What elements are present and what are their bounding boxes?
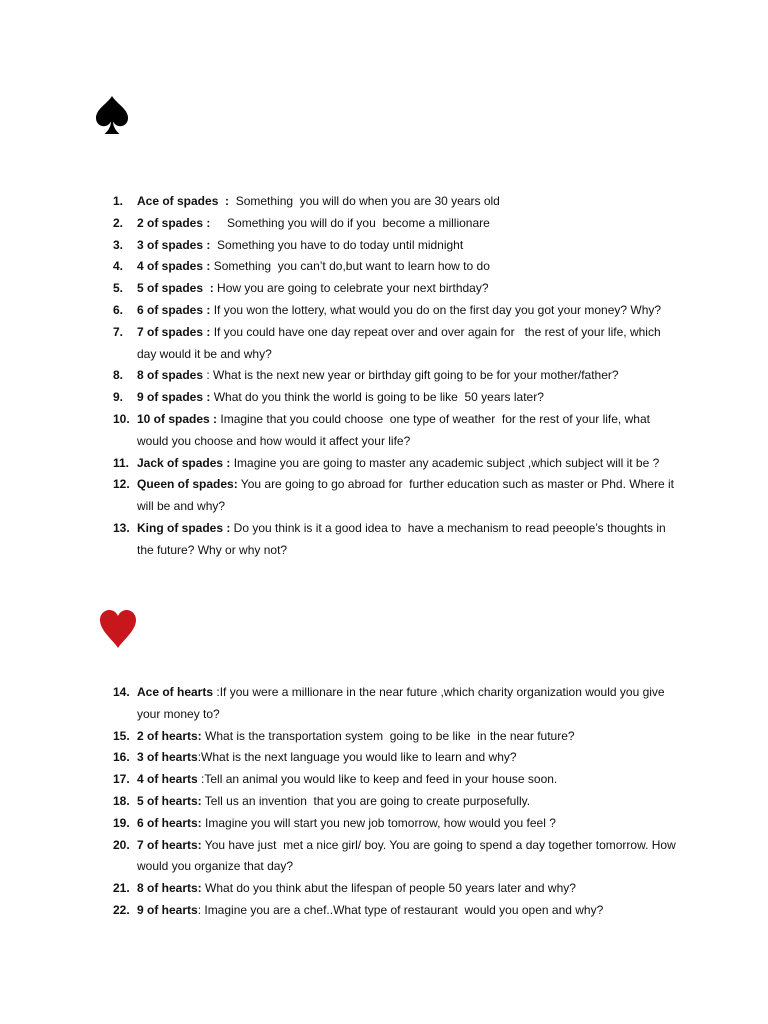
question-text: If you won the lottery, what would you do on the first day you got your money? Why? xyxy=(210,302,662,317)
list-item xyxy=(0,835,768,879)
spades-question-list xyxy=(0,191,768,562)
item-number: 14. xyxy=(113,685,130,699)
list-item xyxy=(0,213,768,235)
card-label: Jack of spades : xyxy=(137,455,231,470)
question-text: What is the transportation system going to be like in the near future? xyxy=(201,728,575,743)
list-item xyxy=(0,813,768,835)
question-text: : What is the next new year or birthday gift going to be for your mother/father? xyxy=(203,368,619,383)
card-label: 7 of hearts: xyxy=(137,837,202,852)
question-text: How you are going to celebrate your next birthday? xyxy=(213,281,489,296)
card-label: 8 of hearts: xyxy=(137,881,202,896)
card-label: Ace of hearts xyxy=(137,685,214,699)
question-text: You are going to go abroad for further education such as master or Phd. Where it will be and why? xyxy=(137,477,678,514)
card-label: 3 of hearts xyxy=(137,750,198,765)
list-item xyxy=(0,409,768,453)
question-text: You have just met a nice girl/ boy. You are going to spend a day together tomorrow. How would you organize that day? xyxy=(137,837,680,874)
question-text: Do you think is it a good idea to have a mechanism to read peeople’s thoughts in the future? Why or why not? xyxy=(137,520,670,557)
item-number: 20. xyxy=(113,837,130,852)
list-item xyxy=(0,900,768,922)
list-item xyxy=(0,518,768,562)
card-label: 4 of spades : xyxy=(137,259,211,274)
question-text: Imagine that you could choose one type of weather for the rest of your life, what would you choose and how would it affect your life? xyxy=(137,411,654,448)
item-number: 19. xyxy=(113,815,130,830)
list-item xyxy=(0,878,768,900)
item-number: 16. xyxy=(113,750,130,765)
item-number: 12. xyxy=(113,477,130,492)
list-item xyxy=(0,747,768,769)
card-label: Ace of spades : xyxy=(137,194,230,208)
hearts-question-list xyxy=(0,682,768,922)
question-text: Something you will do if you become a millionare xyxy=(210,215,490,230)
card-label: King of spades : xyxy=(137,520,231,535)
item-number: 18. xyxy=(113,793,130,808)
card-label: 2 of spades : xyxy=(137,215,211,230)
list-item xyxy=(0,474,768,518)
item-number: 11. xyxy=(113,455,130,470)
item-number: 4. xyxy=(113,259,124,274)
card-label: 4 of hearts xyxy=(137,772,198,787)
item-number: 6. xyxy=(113,302,124,317)
card-label: 9 of hearts xyxy=(137,902,198,917)
list-item xyxy=(0,191,768,213)
question-text: :If you were a millionare in the near future ,which charity organization would you give your money to? xyxy=(137,685,668,721)
card-label: 6 of hearts: xyxy=(137,815,202,830)
card-label: 5 of hearts: xyxy=(137,793,202,808)
item-number: 17. xyxy=(113,772,130,787)
item-number: 22. xyxy=(113,902,130,917)
item-number: 2. xyxy=(113,215,124,230)
item-number: 3. xyxy=(113,237,124,252)
list-item xyxy=(0,769,768,791)
card-label: 5 of spades : xyxy=(137,281,214,296)
question-text: Imagine you are going to master any academic subject ,which subject will it be ? xyxy=(230,455,660,470)
item-number: 15. xyxy=(113,728,130,743)
question-text: Tell us an invention that you are going to create purposefully. xyxy=(201,793,531,808)
question-text: :Tell an animal you would like to keep and feed in your house soon. xyxy=(197,772,558,787)
list-item xyxy=(0,278,768,300)
list-item xyxy=(0,365,768,387)
card-label: 2 of hearts: xyxy=(137,728,202,743)
spade-icon xyxy=(95,95,129,135)
question-text: : Imagine you are a chef..What type of restaurant would you open and why? xyxy=(197,902,604,917)
question-text: Something you have to do today until midnight xyxy=(210,237,464,252)
heart-icon xyxy=(99,609,137,649)
question-text: What do you think abut the lifespan of people 50 years later and why? xyxy=(201,881,576,896)
item-number: 5. xyxy=(113,281,124,296)
list-item xyxy=(0,300,768,322)
item-number: 8. xyxy=(113,368,124,383)
list-item xyxy=(0,726,768,748)
card-label: 7 of spades : xyxy=(137,324,211,339)
item-number: 9. xyxy=(113,390,124,405)
list-item xyxy=(0,791,768,813)
item-number: 1. xyxy=(113,194,124,208)
list-item xyxy=(0,682,768,726)
question-text: Something you will do when you are 30 years old xyxy=(229,194,500,208)
list-item xyxy=(0,256,768,278)
list-item xyxy=(0,322,768,366)
question-text: If you could have one day repeat over and over again for the rest of your life, which day would it be and why? xyxy=(137,324,664,361)
list-item xyxy=(0,387,768,409)
card-label: 3 of spades : xyxy=(137,237,211,252)
card-label: 10 of spades : xyxy=(137,411,218,426)
question-text: Imagine you will start you new job tomorrow, how would you feel ? xyxy=(201,815,556,830)
card-label: 9 of spades : xyxy=(137,390,211,405)
list-item xyxy=(0,453,768,475)
question-text: Something you can’t do,but want to learn how to do xyxy=(210,259,490,274)
list-item xyxy=(0,235,768,257)
item-number: 10. xyxy=(113,411,130,426)
question-text: What do you think the world is going to be like 50 years later? xyxy=(210,390,544,405)
card-label: 8 of spades xyxy=(137,368,204,383)
item-number: 7. xyxy=(113,324,124,339)
card-label: 6 of spades : xyxy=(137,302,211,317)
question-text: :What is the next language you would like to learn and why? xyxy=(197,750,517,765)
item-number: 13. xyxy=(113,520,130,535)
card-label: Queen of spades: xyxy=(137,477,238,492)
item-number: 21. xyxy=(113,881,130,896)
